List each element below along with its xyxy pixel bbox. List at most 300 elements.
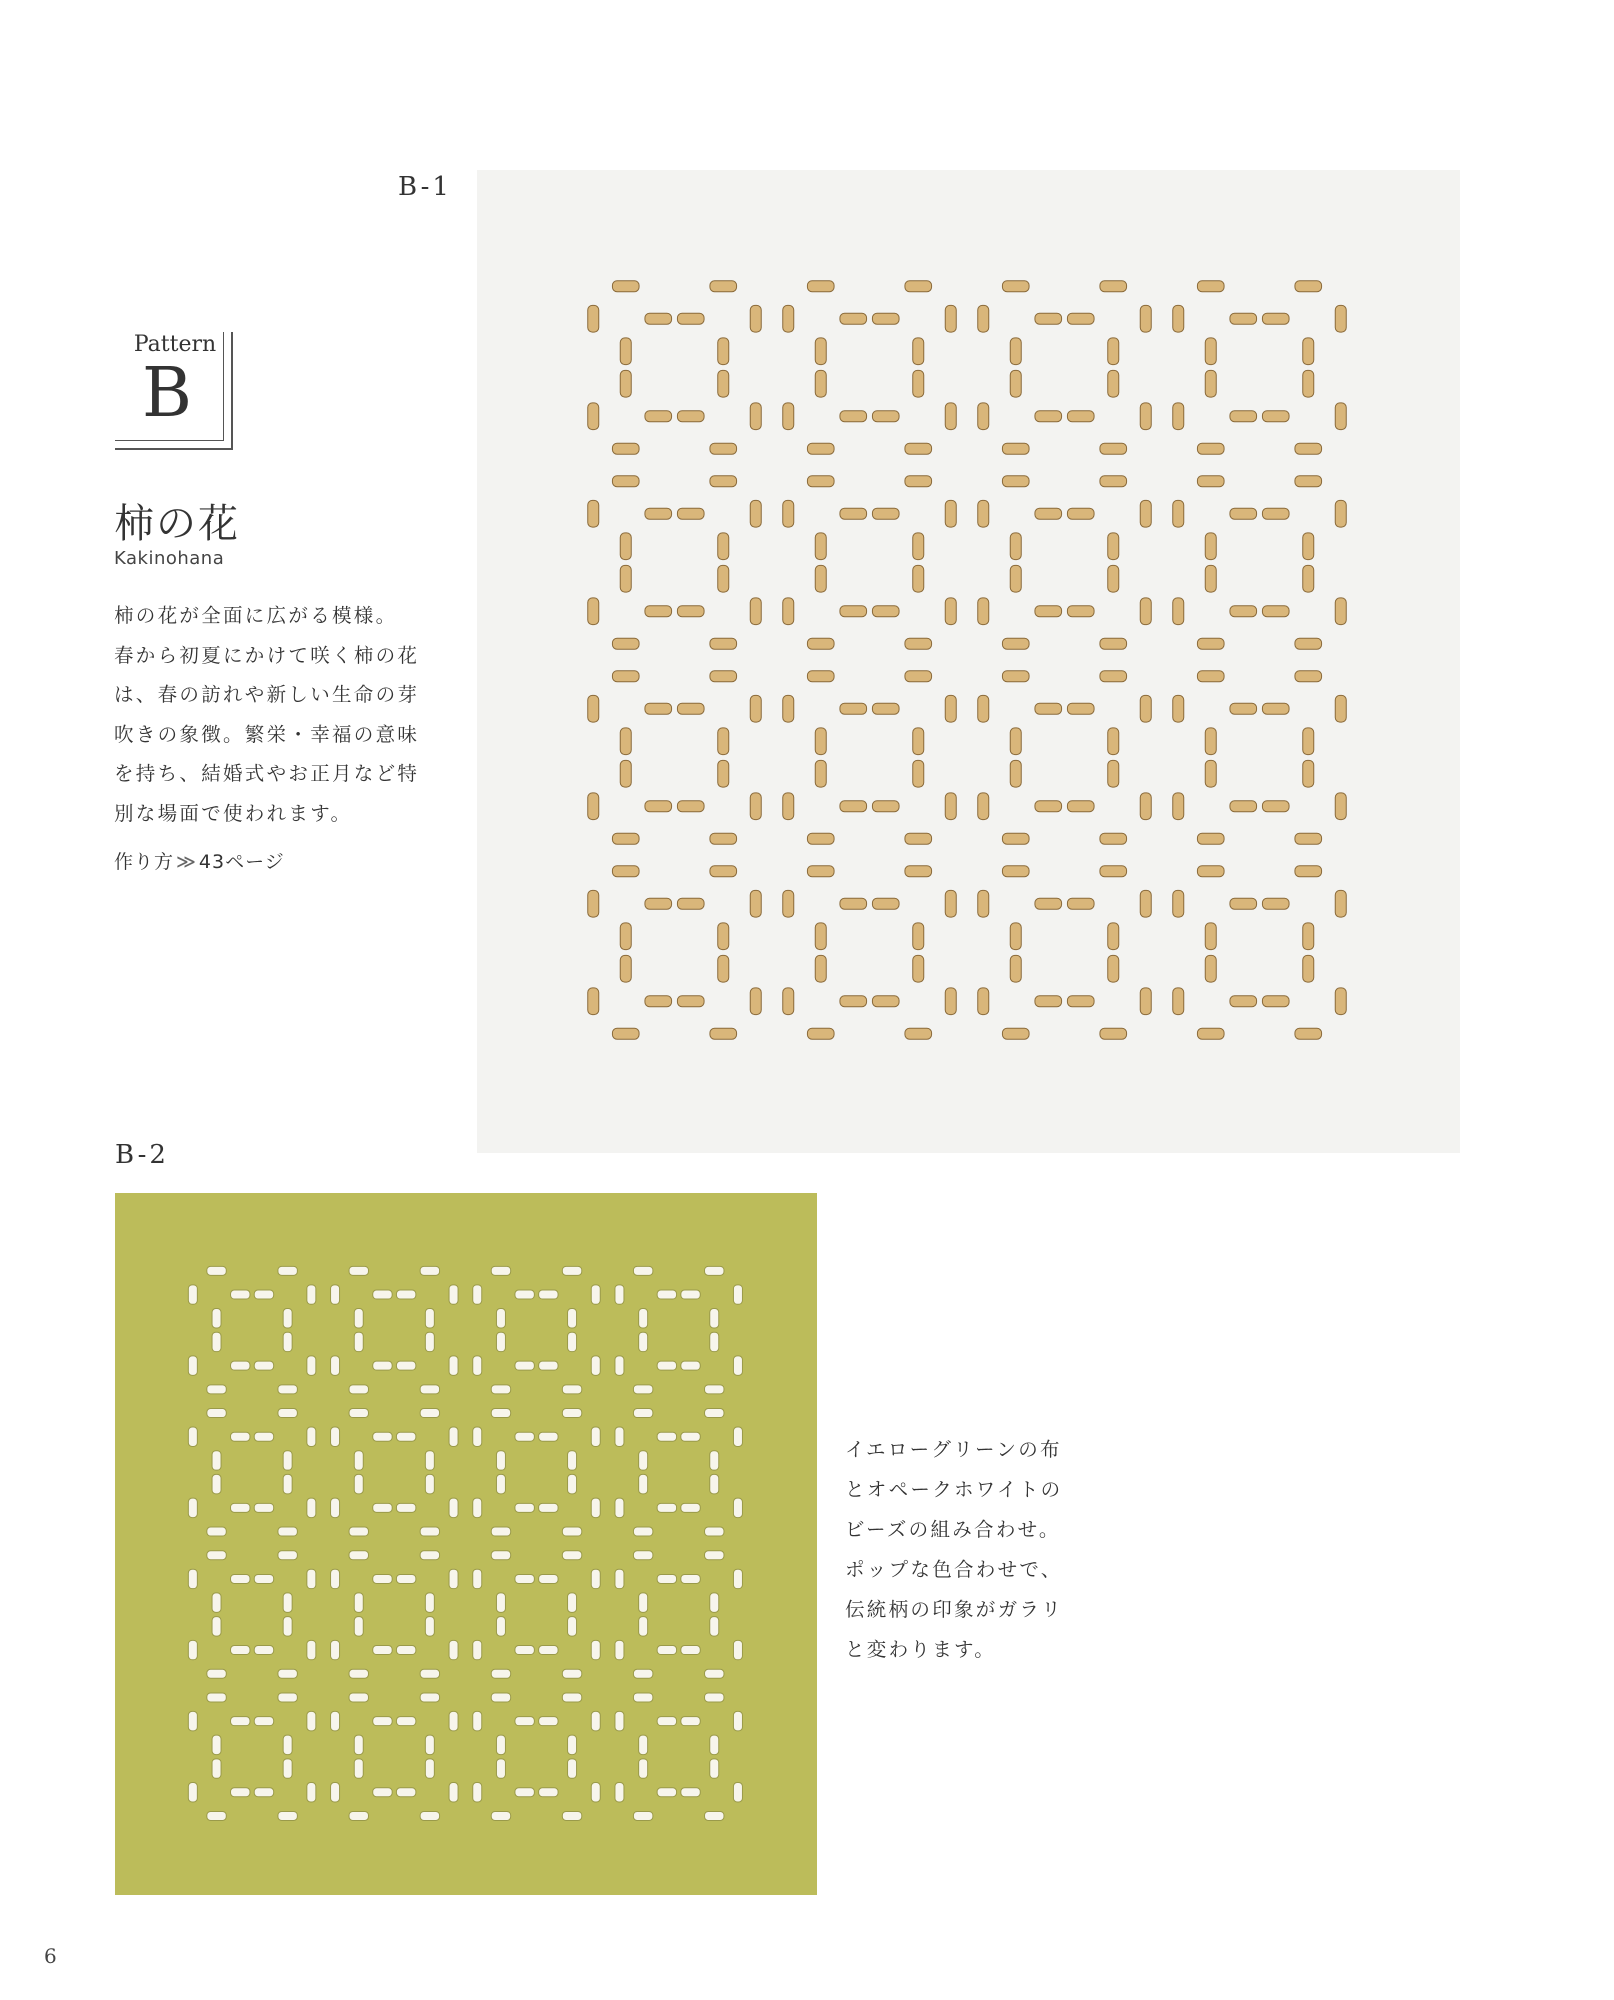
bead xyxy=(1108,370,1119,397)
bead xyxy=(633,1811,652,1820)
howto-page: 43ページ xyxy=(198,851,285,873)
bead xyxy=(633,1669,652,1678)
bead xyxy=(1205,533,1216,560)
bead xyxy=(373,1788,392,1797)
bead xyxy=(710,1593,719,1612)
bead xyxy=(1262,313,1289,324)
bead xyxy=(1230,898,1257,909)
howto-label: 作り方 xyxy=(114,851,175,873)
bead xyxy=(945,695,956,722)
bead xyxy=(677,411,704,422)
bead xyxy=(231,1717,250,1726)
variant-description-line: ビーズの組み合わせ。 xyxy=(845,1518,1061,1541)
bead xyxy=(331,1498,340,1517)
bead xyxy=(515,1361,534,1370)
bead xyxy=(710,671,737,682)
bead xyxy=(718,533,729,560)
bead xyxy=(945,403,956,430)
bead xyxy=(188,1640,197,1659)
bead xyxy=(1067,508,1094,519)
bead xyxy=(373,1361,392,1370)
bead xyxy=(396,1361,415,1370)
bead xyxy=(639,1593,648,1612)
bead xyxy=(396,1788,415,1797)
bead xyxy=(645,703,672,714)
bead xyxy=(733,1498,742,1517)
bead xyxy=(1303,338,1314,365)
bead xyxy=(212,1735,221,1754)
bead xyxy=(449,1783,458,1802)
bead xyxy=(620,338,631,365)
bead xyxy=(1108,533,1119,560)
bead xyxy=(373,1717,392,1726)
bead xyxy=(1173,500,1184,527)
bead xyxy=(349,1669,368,1678)
bead xyxy=(420,1693,439,1702)
bead xyxy=(840,508,867,519)
bead xyxy=(420,1527,439,1536)
bead xyxy=(677,703,704,714)
bead xyxy=(1197,476,1224,487)
bead xyxy=(425,1759,434,1778)
bead xyxy=(807,1028,834,1039)
bead xyxy=(1035,703,1062,714)
bead xyxy=(1010,923,1021,950)
bead xyxy=(750,695,761,722)
bead xyxy=(425,1332,434,1351)
bead xyxy=(1230,313,1257,324)
bead xyxy=(491,1409,510,1418)
bead xyxy=(588,403,599,430)
bead xyxy=(254,1361,273,1370)
bead xyxy=(633,1527,652,1536)
bead xyxy=(283,1451,292,1470)
bead xyxy=(1002,443,1029,454)
bead xyxy=(1335,305,1346,332)
bead xyxy=(840,703,867,714)
bead xyxy=(1035,996,1062,1007)
bead xyxy=(612,476,639,487)
bead xyxy=(645,996,672,1007)
bead xyxy=(750,403,761,430)
bead xyxy=(783,890,794,917)
bead xyxy=(645,801,672,812)
bead xyxy=(568,1617,577,1636)
bead xyxy=(1002,671,1029,682)
bead xyxy=(710,281,737,292)
bead xyxy=(620,923,631,950)
bead xyxy=(807,638,834,649)
bead xyxy=(1067,996,1094,1007)
bead xyxy=(945,988,956,1015)
bead xyxy=(815,533,826,560)
bead xyxy=(840,313,867,324)
bead xyxy=(815,955,826,982)
bead xyxy=(491,1811,510,1820)
bead xyxy=(473,1498,482,1517)
bead xyxy=(872,411,899,422)
bead xyxy=(633,1551,652,1560)
bead xyxy=(1100,476,1127,487)
bead xyxy=(354,1735,363,1754)
bead xyxy=(588,890,599,917)
bead xyxy=(283,1474,292,1493)
bead xyxy=(1010,533,1021,560)
bead xyxy=(231,1361,250,1370)
bead xyxy=(639,1451,648,1470)
bead xyxy=(783,598,794,625)
bead xyxy=(207,1266,226,1275)
bead xyxy=(278,1551,297,1560)
bead xyxy=(1067,606,1094,617)
bead xyxy=(978,890,989,917)
bead xyxy=(307,1356,316,1375)
bead xyxy=(354,1309,363,1328)
bead xyxy=(681,1717,700,1726)
bead xyxy=(718,338,729,365)
bead xyxy=(1230,606,1257,617)
bead xyxy=(231,1788,250,1797)
bead xyxy=(515,1432,534,1441)
bead xyxy=(1295,638,1322,649)
bead xyxy=(681,1788,700,1797)
bead xyxy=(562,1266,581,1275)
bead xyxy=(1173,305,1184,332)
bead xyxy=(705,1669,724,1678)
bead xyxy=(1303,955,1314,982)
bead xyxy=(212,1309,221,1328)
bead xyxy=(307,1498,316,1517)
bead xyxy=(231,1432,250,1441)
bead xyxy=(1035,411,1062,422)
bead xyxy=(718,955,729,982)
bead xyxy=(254,1646,273,1655)
bead xyxy=(231,1574,250,1583)
bead xyxy=(905,833,932,844)
bead xyxy=(612,281,639,292)
bead xyxy=(568,1593,577,1612)
bead xyxy=(188,1285,197,1304)
bead xyxy=(420,1551,439,1560)
bead xyxy=(283,1617,292,1636)
bead xyxy=(913,565,924,592)
bead xyxy=(373,1646,392,1655)
bead xyxy=(615,1427,624,1446)
bead xyxy=(515,1574,534,1583)
bead xyxy=(331,1640,340,1659)
bead xyxy=(496,1309,505,1328)
bead xyxy=(978,305,989,332)
bead xyxy=(710,1028,737,1039)
bead xyxy=(354,1332,363,1351)
bead xyxy=(681,1503,700,1512)
bead xyxy=(1108,923,1119,950)
bead xyxy=(349,1527,368,1536)
bead xyxy=(1010,338,1021,365)
bead xyxy=(872,703,899,714)
bead xyxy=(620,565,631,592)
bead xyxy=(420,1669,439,1678)
bead xyxy=(396,1503,415,1512)
bead xyxy=(449,1569,458,1588)
bead xyxy=(1335,793,1346,820)
bead xyxy=(562,1551,581,1560)
bead xyxy=(1197,1028,1224,1039)
bead xyxy=(1205,728,1216,755)
bead xyxy=(1303,565,1314,592)
bead xyxy=(188,1711,197,1730)
bead xyxy=(718,565,729,592)
bead xyxy=(612,833,639,844)
bead xyxy=(1002,866,1029,877)
bead xyxy=(620,533,631,560)
description-line: 春から初夏にかけて咲く柿の花 xyxy=(114,643,420,667)
bead xyxy=(349,1811,368,1820)
bead xyxy=(710,1309,719,1328)
bead xyxy=(639,1735,648,1754)
bead xyxy=(278,1385,297,1394)
bead xyxy=(657,1717,676,1726)
bead xyxy=(539,1717,558,1726)
bead xyxy=(591,1569,600,1588)
bead xyxy=(815,370,826,397)
bead xyxy=(1100,671,1127,682)
bead xyxy=(1303,533,1314,560)
bead xyxy=(710,638,737,649)
bead xyxy=(657,1574,676,1583)
bead xyxy=(815,338,826,365)
bead xyxy=(425,1309,434,1328)
bead xyxy=(1173,793,1184,820)
bead xyxy=(562,1693,581,1702)
beaded-pattern-b2 xyxy=(115,1193,817,1895)
bead xyxy=(420,1266,439,1275)
bead xyxy=(657,1503,676,1512)
bead xyxy=(496,1759,505,1778)
bead xyxy=(733,1356,742,1375)
bead xyxy=(1140,988,1151,1015)
description-line: 吹きの象徴。繁栄・幸福の意味 xyxy=(114,722,420,746)
bead xyxy=(718,728,729,755)
bead xyxy=(1335,500,1346,527)
bead xyxy=(657,1788,676,1797)
bead xyxy=(207,1551,226,1560)
description-line: は、春の訪れや新しい生命の芽 xyxy=(114,683,420,706)
bead xyxy=(1002,281,1029,292)
bead xyxy=(710,1451,719,1470)
bead xyxy=(1035,898,1062,909)
photo-b2-green-fabric-white-beads xyxy=(115,1193,817,1895)
bead xyxy=(1295,443,1322,454)
bead xyxy=(539,1290,558,1299)
bead xyxy=(710,443,737,454)
pattern-description xyxy=(114,596,454,833)
bead xyxy=(515,1646,534,1655)
bead xyxy=(612,1028,639,1039)
bead xyxy=(562,1385,581,1394)
bead xyxy=(978,403,989,430)
bead xyxy=(1100,281,1127,292)
bead xyxy=(1295,866,1322,877)
variant-description-line: と変わります。 xyxy=(845,1638,997,1661)
bead xyxy=(1140,890,1151,917)
bead xyxy=(840,606,867,617)
bead xyxy=(1140,695,1151,722)
bead xyxy=(496,1593,505,1612)
bead xyxy=(657,1432,676,1441)
bead xyxy=(1295,476,1322,487)
bead xyxy=(307,1640,316,1659)
bead xyxy=(783,695,794,722)
bead xyxy=(612,638,639,649)
bead xyxy=(254,1574,273,1583)
bead xyxy=(207,1669,226,1678)
bead xyxy=(633,1409,652,1418)
bead xyxy=(1035,801,1062,812)
bead xyxy=(615,1569,624,1588)
bead xyxy=(705,1409,724,1418)
bead xyxy=(473,1427,482,1446)
bead xyxy=(905,1028,932,1039)
bead xyxy=(645,313,672,324)
photo-b1-white-fabric-gold-beads xyxy=(477,170,1460,1153)
bead xyxy=(1010,565,1021,592)
bead xyxy=(1262,606,1289,617)
bead xyxy=(815,728,826,755)
bead xyxy=(562,1811,581,1820)
badge-pattern-word: Pattern xyxy=(133,332,217,357)
bead xyxy=(1035,606,1062,617)
bead xyxy=(710,1617,719,1636)
bead xyxy=(681,1574,700,1583)
bead xyxy=(1067,703,1094,714)
bead xyxy=(254,1503,273,1512)
bead xyxy=(207,1385,226,1394)
bead xyxy=(978,500,989,527)
bead xyxy=(307,1783,316,1802)
bead xyxy=(212,1617,221,1636)
bead xyxy=(473,1640,482,1659)
bead xyxy=(231,1290,250,1299)
bead xyxy=(568,1474,577,1493)
bead xyxy=(1173,695,1184,722)
description-line: 柿の花が全面に広がる模様。 xyxy=(114,604,398,627)
bead xyxy=(913,923,924,950)
bead xyxy=(307,1285,316,1304)
bead xyxy=(1335,403,1346,430)
bead xyxy=(945,500,956,527)
bead xyxy=(783,500,794,527)
bead xyxy=(913,370,924,397)
bead xyxy=(905,443,932,454)
bead xyxy=(591,1285,600,1304)
bead xyxy=(615,1285,624,1304)
bead xyxy=(207,1811,226,1820)
bead xyxy=(568,1332,577,1351)
bead xyxy=(615,1356,624,1375)
bead xyxy=(1335,598,1346,625)
bead xyxy=(207,1527,226,1536)
bead xyxy=(496,1617,505,1636)
bead xyxy=(645,898,672,909)
bead xyxy=(620,760,631,787)
bead xyxy=(750,793,761,820)
bead xyxy=(681,1290,700,1299)
bead xyxy=(449,1640,458,1659)
bead xyxy=(539,1503,558,1512)
bead xyxy=(905,281,932,292)
bead xyxy=(354,1759,363,1778)
bead xyxy=(496,1474,505,1493)
bead xyxy=(449,1427,458,1446)
bead xyxy=(633,1385,652,1394)
bead xyxy=(373,1503,392,1512)
bead xyxy=(254,1290,273,1299)
bead xyxy=(677,606,704,617)
bead xyxy=(677,996,704,1007)
bead xyxy=(718,923,729,950)
bead xyxy=(188,1356,197,1375)
bead xyxy=(710,866,737,877)
bead xyxy=(1010,370,1021,397)
page-number: 6 xyxy=(44,1944,57,1968)
bead xyxy=(1295,1028,1322,1039)
bead xyxy=(254,1717,273,1726)
bead xyxy=(591,1783,600,1802)
bead xyxy=(1108,565,1119,592)
bead xyxy=(473,1711,482,1730)
howto-reference[interactable] xyxy=(114,847,285,874)
bead xyxy=(615,1640,624,1659)
bead xyxy=(1205,370,1216,397)
bead xyxy=(840,898,867,909)
bead xyxy=(750,500,761,527)
bead xyxy=(539,1646,558,1655)
bead xyxy=(1067,411,1094,422)
bead xyxy=(1197,638,1224,649)
bead xyxy=(615,1498,624,1517)
bead xyxy=(491,1385,510,1394)
bead xyxy=(283,1593,292,1612)
variant-label-b1: B-1 xyxy=(398,172,452,202)
bead xyxy=(1002,1028,1029,1039)
bead xyxy=(278,1693,297,1702)
bead xyxy=(373,1290,392,1299)
bead xyxy=(807,671,834,682)
bead xyxy=(1067,898,1094,909)
bead xyxy=(1108,728,1119,755)
bead xyxy=(710,1759,719,1778)
bead xyxy=(588,598,599,625)
bead xyxy=(807,833,834,844)
bead xyxy=(945,598,956,625)
bead xyxy=(396,1646,415,1655)
bead xyxy=(815,565,826,592)
bead xyxy=(620,955,631,982)
bead xyxy=(1230,411,1257,422)
bead xyxy=(710,1474,719,1493)
bead xyxy=(420,1811,439,1820)
bead xyxy=(639,1332,648,1351)
bead xyxy=(945,890,956,917)
bead xyxy=(783,988,794,1015)
bead xyxy=(1197,671,1224,682)
bead xyxy=(212,1332,221,1351)
bead xyxy=(473,1356,482,1375)
bead xyxy=(1335,890,1346,917)
bead xyxy=(1173,403,1184,430)
bead xyxy=(1197,866,1224,877)
